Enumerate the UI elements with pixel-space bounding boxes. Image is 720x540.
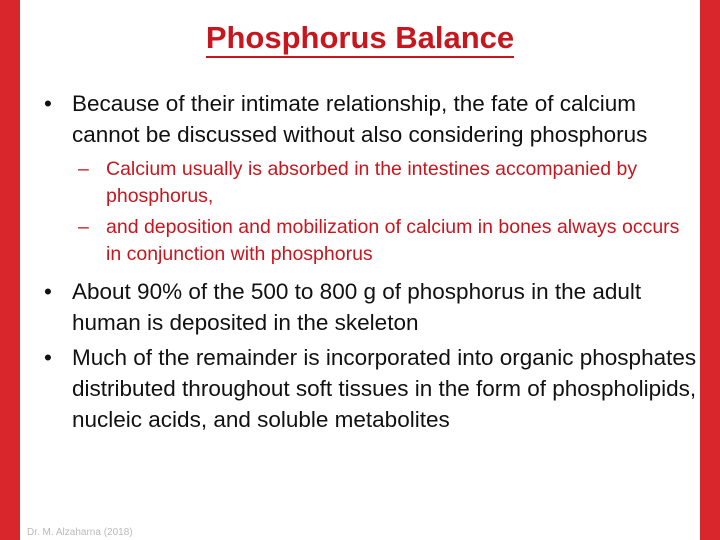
slide-title <box>20 18 700 58</box>
slide-content <box>34 88 698 435</box>
slide-footer: Dr. M. Alzaharna (2018) <box>27 527 133 538</box>
sub-bullet-text: Calcium usually is absorbed in the intestines accompanied by phosphorus, <box>106 158 638 207</box>
bullet-marker: • <box>44 279 52 304</box>
sub-bullet-marker: – <box>78 158 89 180</box>
sub-bullet-marker: – <box>78 216 89 238</box>
bullet-text: Because of their intimate relationship, the fate of calcium cannot be discussed without also considering phosphorus <box>72 91 648 147</box>
title-text: Phosphorus Balance <box>206 20 514 58</box>
slide <box>20 0 700 540</box>
bullet-item <box>34 342 698 435</box>
bullet-marker: • <box>44 91 52 116</box>
sub-bullet-text: and deposition and mobilization of calcium in bones always occurs in conjunction with phosphorus <box>106 216 680 265</box>
bullet-item <box>34 276 698 338</box>
sub-bullet-item <box>34 214 698 268</box>
bullet-text: About 90% of the 500 to 800 g of phosphorus in the adult human is deposited in the skeleton <box>72 279 642 335</box>
bullet-text: Much of the remainder is incorporated into organic phosphates distributed throughout soft tissues in the form of phospholipids, nucleic acids, and soluble metabolites <box>72 345 697 432</box>
sub-bullet-item <box>34 156 698 210</box>
bullet-marker: • <box>44 345 52 370</box>
bullet-item <box>34 88 698 150</box>
